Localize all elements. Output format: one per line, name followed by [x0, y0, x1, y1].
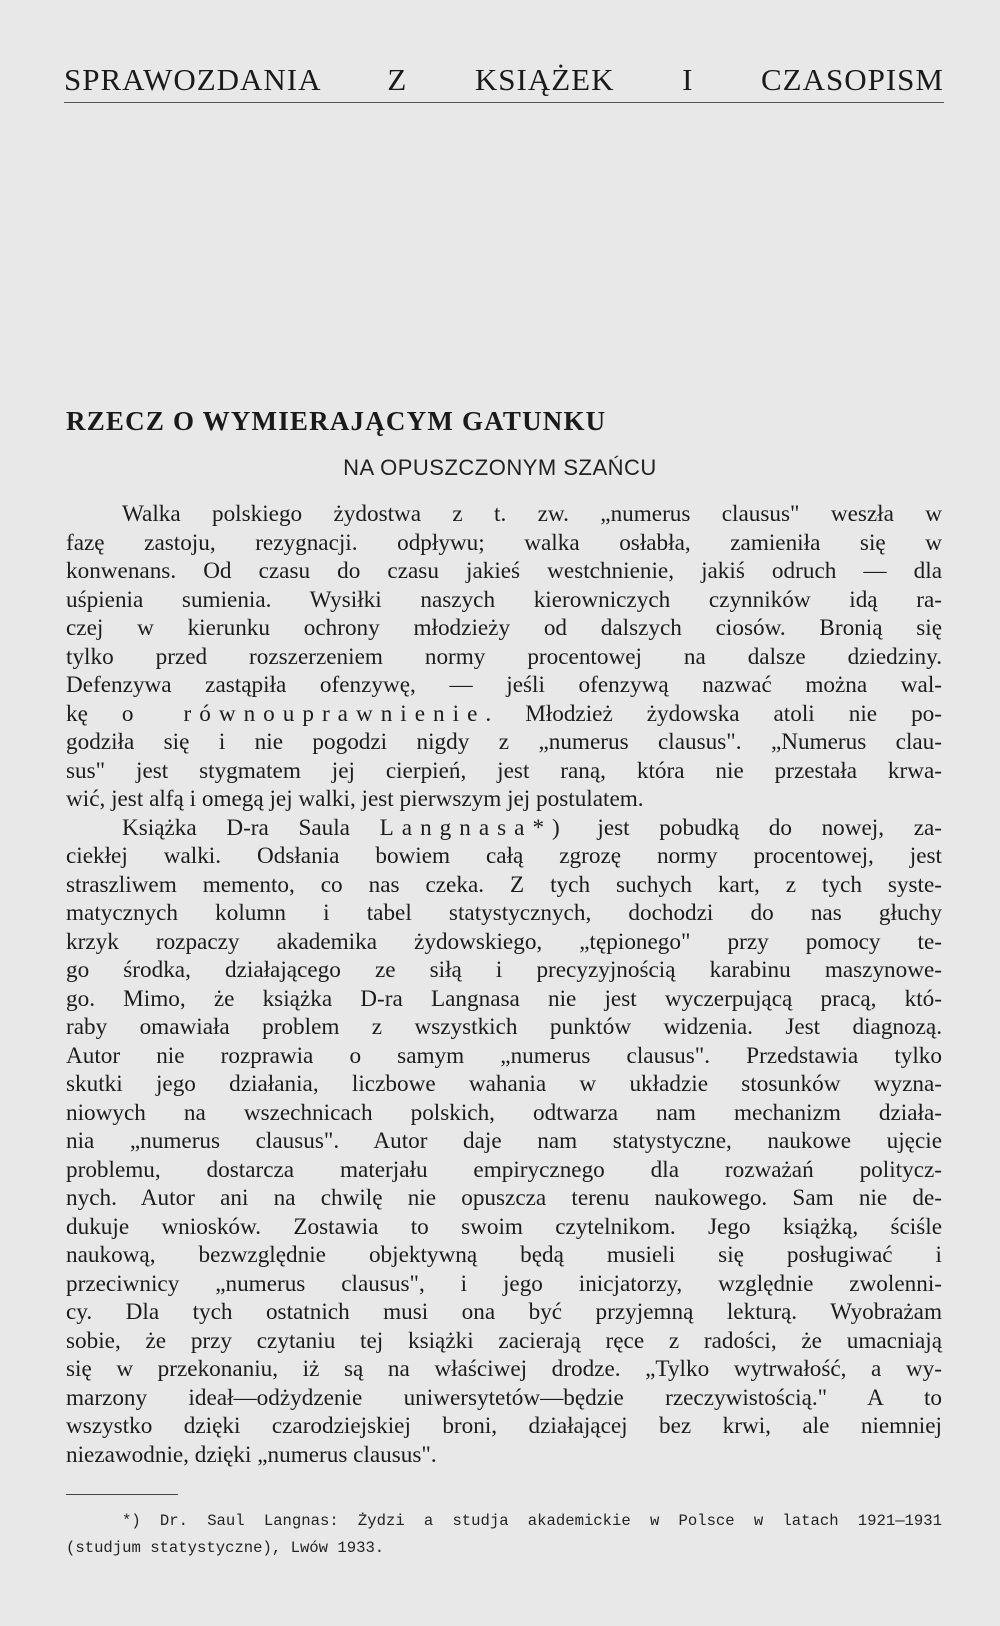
body-line: fazę zastoju, rezygnacji. odpływu; walka osłabła, zamieniła się w	[66, 529, 942, 556]
author-name-spaced: Langnasa*)	[379, 814, 568, 841]
body-text-fragment: kę	[66, 700, 88, 727]
body-line: straszliwem memento, co nas czeka. Z tych suchych kart, z tych syste-	[66, 871, 942, 898]
body-line: niezawodnie, dzięki „numerus clausus".	[66, 1441, 437, 1468]
body-line: Walka polskiego żydostwa z t. zw. „numerus clausus" weszła w	[122, 501, 942, 527]
body-line: skutki jego działania, liczbowe wahania w układzie stosunków wyzna-	[66, 1071, 942, 1097]
body-line: wszystko dzięki czarodziejskiej broni, działającej bez krwi, ale niemniej	[66, 1413, 942, 1439]
body-line: wić, jest alfą i omegą jej walki, jest pierwszym jej postulatem.	[66, 786, 644, 812]
body-line: problemu, dostarcza materjału empirycznego dla rozważań politycz-	[66, 1156, 942, 1183]
header-rule	[64, 102, 944, 103]
body-line: dukuje wniosków. Zostawia to swoim czytelnikom. Jego książką, ściśle	[66, 1213, 942, 1240]
body-line: go środka, działającego ze siłą i precyzyjnością karabinu maszynowe-	[66, 957, 942, 983]
body-line: go. Mimo, że książka D-ra Langnasa nie jest wyczerpującą pracą, któ-	[66, 985, 942, 1012]
body-line: Defenzywa zastąpiła ofenzywę, — jeśli ofenzywą nazwać można wal-	[66, 672, 942, 698]
footnote-line: (studjum statystyczne), Lwów 1933.	[66, 1539, 385, 1557]
body-line: raby omawiała problem z wszystkich punktów widzenia. Jest diagnozą.	[66, 1014, 942, 1040]
body-line: naukową, bezwzględnie objektywną będą musieli się posługiwać i	[66, 1242, 942, 1268]
body-line: krzyk rozpaczy akademika żydowskiego, „tępionego" przy pomocy te-	[66, 928, 942, 955]
body-line: nych. Autor ani na chwilę nie opuszcza terenu naukowego. Sam nie de-	[66, 1185, 942, 1211]
body-line: uśpienia sumienia. Wysiłki naszych kierowniczych czynników idą ra-	[66, 586, 942, 613]
footnote-rule	[66, 1494, 178, 1495]
body-line: przeciwnicy „numerus clausus", i jego inicjatorzy, względnie zwolenni-	[66, 1270, 942, 1297]
body-line: tylko przed rozszerzeniem normy procentowej na dalsze dziedziny.	[66, 643, 942, 670]
body-text-fragment: . Młodzież żydowska atoli nie po-	[485, 700, 942, 727]
article-title: RZECZ O WYMIERAJĄCYM GATUNKU	[66, 406, 607, 436]
spaced-emphasis: o równouprawnienie	[121, 700, 486, 727]
body-text-fragment: Książka D-ra Saula	[122, 814, 350, 841]
body-text-fragment: jest pobudką do nowej, za-	[597, 814, 942, 841]
body-line: cy. Dla tych ostatnich musi ona być przyjemną lekturą. Wyobrażam	[66, 1299, 942, 1325]
body-line: czej w kierunku ochrony młodzieży od dalszych ciosów. Bronią się	[66, 615, 942, 641]
body-line: sus" jest stygmatem jej cierpień, jest raną, która nie przestała krwa-	[66, 757, 942, 784]
body-line: Autor nie rozprawia o samym „numerus clausus". Przedstawia tylko	[66, 1042, 942, 1069]
running-header: SPRAWOZDANIA Z KSIĄŻEK I CZASOPISM	[64, 62, 944, 97]
footnote	[66, 1508, 942, 1562]
body-line-composite	[66, 814, 942, 843]
body-line: niowych na wszechnicach polskich, odtwarza nam mechanizm działa-	[66, 1099, 942, 1126]
body-line: matycznych kolumn i tabel statystycznych, dochodzi do nas głuchy	[66, 900, 942, 926]
body-line: konwenans. Od czasu do czasu jakieś westchnienie, jakiś odruch — dla	[66, 558, 942, 584]
article-body	[66, 500, 942, 1469]
body-line-composite	[66, 700, 942, 729]
body-line: się w przekonaniu, iż są na właściwej drodze. „Tylko wytrwałość, a wy-	[66, 1356, 942, 1382]
body-line: marzony ideał—odżydzenie uniwersytetów—będzie rzeczywistością." A to	[66, 1384, 942, 1411]
body-line: nia „numerus clausus". Autor daje nam statystyczne, naukowe ujęcie	[66, 1128, 942, 1154]
footnote-line: *) Dr. Saul Langnas: Żydzi a studja akademickie w Polsce w latach 1921—1931	[122, 1512, 942, 1530]
body-line: godziła się i nie pogodzi nigdy z „numerus clausus". „Numerus clau-	[66, 729, 942, 755]
body-line: sobie, że przy czytaniu tej książki zacierają ręce z radości, że umacniają	[66, 1327, 942, 1354]
body-line: ciekłej walki. Odsłania bowiem całą zgrozę normy procentowej, jest	[66, 843, 942, 869]
article-subtitle: NA OPUSZCZONYM SZAŃCU	[343, 455, 657, 480]
